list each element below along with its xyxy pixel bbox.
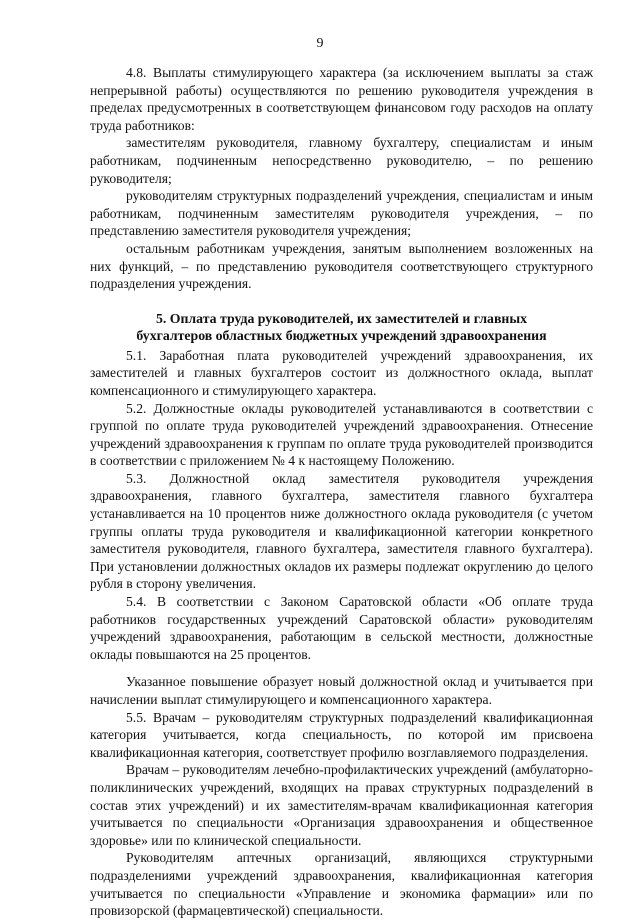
page-number: 9 xyxy=(316,36,324,51)
paragraph-deputies: заместителям руководителя, главному бухгалтеру, специалистам и иным работникам, подчиненным непосредственно руководителю, – по решению руководителя; xyxy=(90,135,593,186)
paragraph-5-5: 5.5. Врачам – руководителям структурных подразделений квалификационная категория учитывается, когда специальность, по которой им присвоена квалификационная категория, соответствует профилю возглавляемого подразделения. xyxy=(90,709,593,760)
paragraph-5-2: 5.2. Должностные оклады руководителей устанавливаются в соответствии с группой по оплате труда руководителей учреждений здравоохранения. Отнесение учреждений здравоохранения к группам по оплате труда руководителей производится в соответствии с приложением № 4 к настоящему Положению. xyxy=(90,400,593,469)
section-5-heading xyxy=(90,310,593,344)
paragraph-pharmacy-heads: Руководителям аптечных организаций, являющихся структурными подразделениями учреждений здравоохранения, квалификационная категория учитывается по специальности «Управление и экономика фармации» или по провизорской (фармацевтической) специальности. xyxy=(90,850,593,919)
paragraph-increase-note: Указанное повышение образует новый должностной оклад и учитывается при начислении выплат стимулирующего и компенсационного характера. xyxy=(90,674,593,707)
section-heading-line-2: бухгалтеров областных бюджетных учреждений здравоохранения xyxy=(136,327,547,343)
paragraph-5-4: 5.4. В соответствии с Законом Саратовской области «Об оплате труда работников государственных учреждений Саратовской области» руководителям учреждений здравоохранения, работающим в сельской местности, должностные оклады повышаются на 25 процентов. xyxy=(90,594,593,662)
paragraph-5-1: 5.1. Заработная плата руководителей учреждений здравоохранения, их заместителей и главных бухгалтеров состоит из должностного оклада, выплат компенсационного и стимулирующего характера. xyxy=(90,347,593,398)
paragraph-structural-heads: руководителям структурных подразделений учреждения, специалистам и иным работникам, подчиненным заместителям руководителя учреждения, – по представлению заместителя руководителя учреждения; xyxy=(90,188,593,239)
document-body xyxy=(90,64,593,920)
paragraph-4-8: 4.8. Выплаты стимулирующего характера (за исключением выплаты за стаж непрерывной работы) осуществляются по решению руководителя учреждения в пределах предусмотренных в соответствующем финансовом году расходов на оплату труда работников: xyxy=(90,65,593,133)
paragraph-5-3: 5.3. Должностной оклад заместителя руководителя учреждения здравоохранения, главного бухгалтера, заместителя главного бухгалтера устанавливается на 10 процентов ниже должностного оклада руководителя (с учетом группы оплаты труда руководителя и квалификационной категории конкретного заместителя руководителя, главного бухгалтера, заместителя главного бухгалтера). При установлении должностных окладов их размеры подлежат округлению до целого рубля в сторону увеличения. xyxy=(90,470,593,592)
paragraph-other-workers: остальным работникам учреждения, занятым выполнением возложенных на них функций, – по представлению руководителя соответствующего структурного подразделения учреждения. xyxy=(90,240,593,292)
section-heading-line-1: 5. Оплата труда руководителей, их заместителей и главных xyxy=(155,310,528,326)
paragraph-doctors-heads: Врачам – руководителям лечебно-профилактических учреждений (амбулаторно-поликлинических учреждений, входящих на правах структурных подразделений в состав этих учреждений) и их заместителям-врачам квалификационная категория учитывается по специальности «Организация здравоохранения и общественное здоровье» или по клинической специальности. xyxy=(90,762,593,848)
